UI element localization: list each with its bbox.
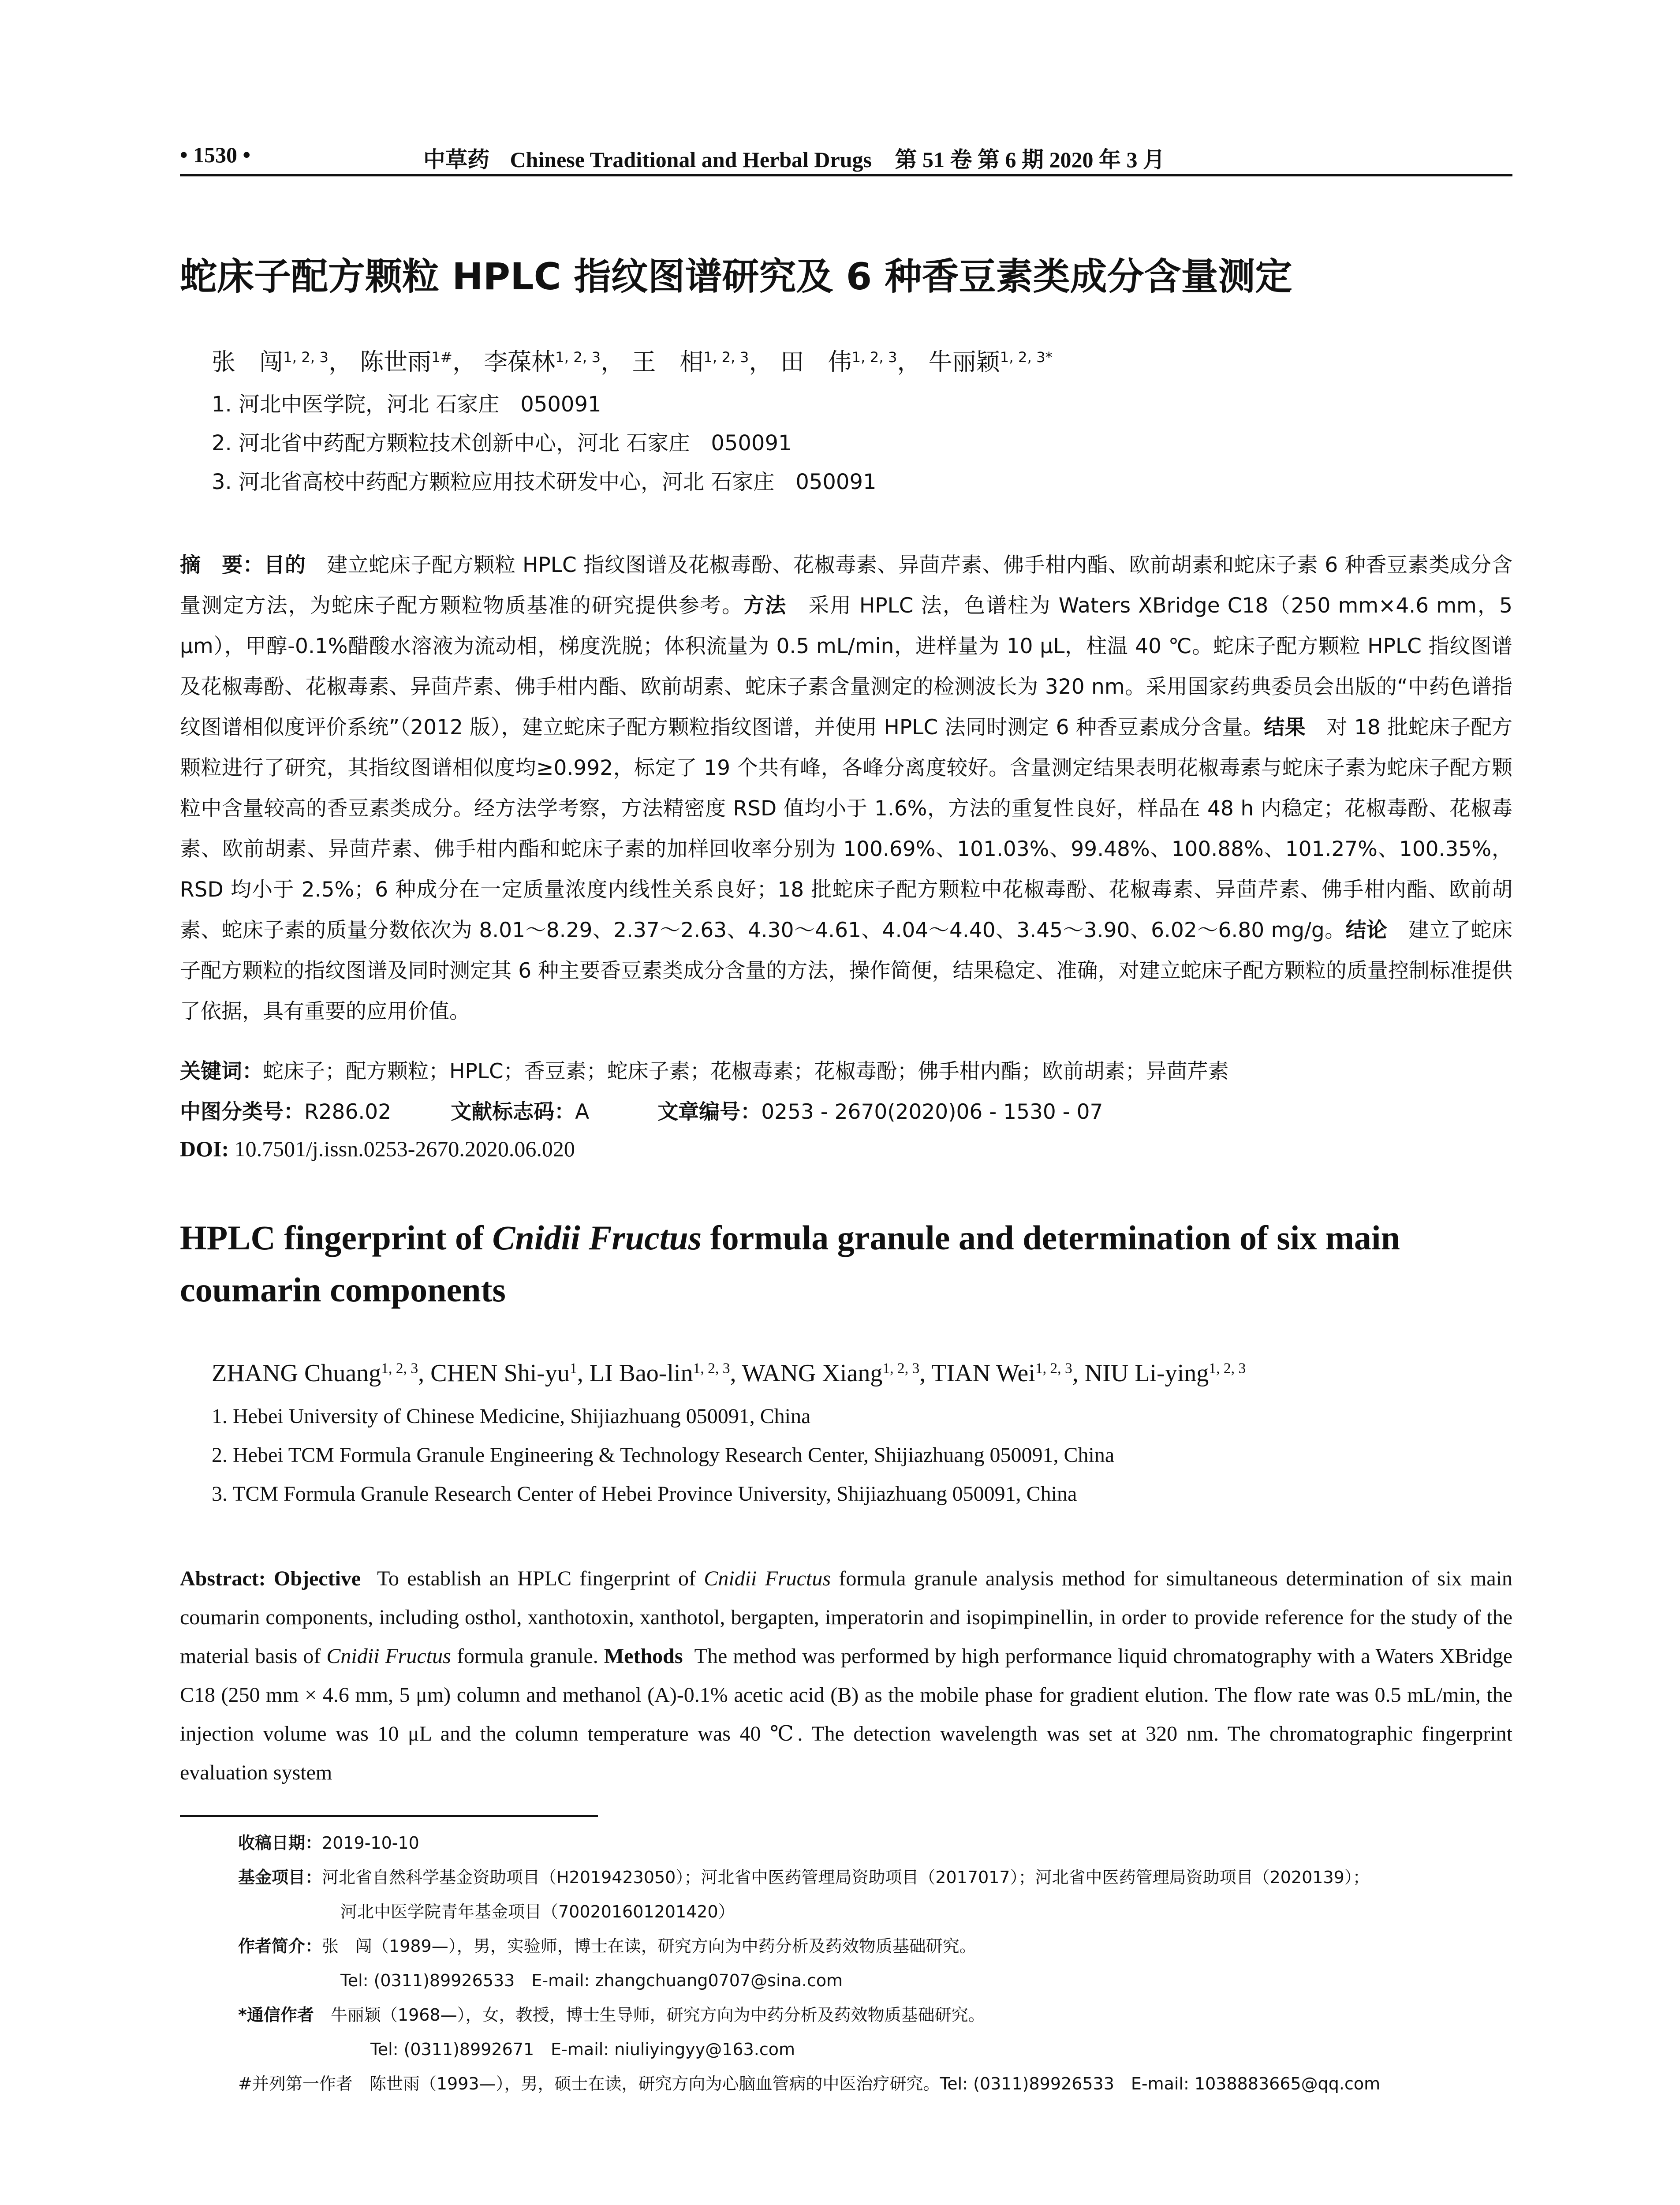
author-affiliation-mark: 1, 2, 3 bbox=[555, 349, 601, 366]
author-name: ZHANG Chuang bbox=[212, 1360, 381, 1387]
author-name: NIU Li-ying bbox=[1084, 1360, 1209, 1387]
chinese-author-list: 张 闯$^{1, 2, 3}$， 陈世雨$^{1\#}$， 李葆林$^{1, 2, 3}$， 王 相$^{1, 2, 3}$， 田 伟$^{1, 2, 3}$， 牛丽颖$^{1, 2, 3*}$ bbox=[212, 348, 1053, 376]
doi-label: DOI: bbox=[180, 1136, 229, 1161]
footnote-author-contact: Tel: (0311)89926533 E-mail: zhangchuang0707@sina.com bbox=[340, 1971, 843, 1990]
keywords-text: 蛇床子；配方颗粒；HPLC；香豆素；蛇床子素；花椒毒素；花椒毒酚；佛手柑内酯；欧前胡素；异茴芹素 bbox=[263, 1059, 1229, 1084]
classification-line bbox=[180, 1095, 1103, 1125]
conclusion-label: 结论 bbox=[1345, 918, 1388, 942]
author-affiliation-mark: 1 bbox=[569, 1360, 577, 1377]
affiliation: 3. TCM Formula Granule Research Center of Hebei Province University, Shijiazhuang 050091, China bbox=[212, 1482, 1077, 1506]
journal-name-cn: 中草药 bbox=[423, 147, 489, 172]
running-header bbox=[423, 142, 1165, 174]
author-name: WANG Xiang bbox=[742, 1360, 883, 1387]
author-name: 牛丽颖 bbox=[928, 348, 1000, 376]
page-number: • 1530 • bbox=[180, 142, 251, 167]
chinese-title: 蛇床子配方颗粒 HPLC 指纹图谱研究及 6 种香豆素类成分含量测定 bbox=[180, 255, 1292, 298]
doc-code-value: A bbox=[575, 1100, 590, 1124]
objective-label: 目的 bbox=[264, 553, 306, 577]
author-name: 陈世雨 bbox=[360, 348, 432, 376]
received-label: 收稿日期： bbox=[238, 1833, 322, 1853]
journal-issue: 第 51 卷 第 6 期 2020 年 3 月 bbox=[895, 147, 1165, 172]
footnote-received bbox=[238, 1826, 1512, 1860]
footnote-fund-cont: 河北中医学院青年基金项目（700201601201420） bbox=[340, 1902, 735, 1921]
affiliation: 3. 河北省高校中药配方颗粒应用技术研发中心，河北 石家庄 050091 bbox=[212, 470, 877, 494]
english-title-suffix: formula granule and determination of six main coumarin components bbox=[180, 1218, 1400, 1309]
affiliation: 1. 河北中医学院，河北 石家庄 050091 bbox=[212, 392, 601, 417]
methods-label: 方法 bbox=[743, 594, 787, 618]
author-affiliation-mark: 1, 2, 3 bbox=[703, 349, 749, 366]
journal-name-en: Chinese Traditional and Herbal Drugs bbox=[510, 147, 872, 172]
clc-value: R286.02 bbox=[304, 1100, 392, 1124]
english-author-list: ZHANG Chuang$^{1, 2, 3}$, CHEN Shi-$yu^1$, LI Bao-lin$^{1, 2, 3}$, WANG Xiang$^{1, 2, 3}$, TIAN Wei$^{1, 2, 3}$, NIU Li-ying$^{1, 2, 3}$ bbox=[212, 1360, 1246, 1387]
results-text: 对 18 批蛇床子配方颗粒进行了研究，其指纹图谱相似度均≥0.992，标定了 19 个共有峰，各峰分离度较好。含量测定结果表明花椒毒素与蛇床子素为蛇床子配方颗粒中含量较高的香豆素类成分。经方法学考察，方法精密度 RSD 值均小于 1.6%，方法的重复性良好，样品在 48 h 内稳定；花椒毒酚、花椒毒素、欧前胡素、异茴芹素、佛手柑内酯和蛇床子素的加样回收率分别为 100.69%、101.03%、99.48%、100.88%、101.27%、100.35%，RSD 均小于 2.5%；6 种成分在一定质量浓度内线性关系良好；18 批蛇床子配方颗粒中花椒毒酚、花椒毒素、异茴芹素、佛手柑内酯、欧前胡素、蛇床子素的质量分数依次为 8.01～8.29、2.37～2.63、4.30～4.61、4.04～4.40、3.45～3.90、6.02～6.80 mg/g。 bbox=[180, 715, 1513, 942]
fund-label: 基金项目： bbox=[238, 1868, 322, 1887]
species-name: Cnidii Fructus bbox=[704, 1567, 831, 1590]
author-affiliation-mark: 1, 2, 3 bbox=[381, 1360, 418, 1377]
author-name: LI Bao-lin bbox=[589, 1360, 693, 1387]
doc-code-label: 文献标志码： bbox=[451, 1100, 575, 1124]
methods-text: The method was performed by high performance liquid chromatography with a Waters XBridge C18 (250 mm × 4.6 mm, 5 μm) column and methanol (A)-0.1% acetic acid (B) as the mobile phase for gradient elution. The flow rate was 0.5 mL/min, the injection volume was 10 μL and the column temperature was 40 ℃. The detection wavelength was set at 320 nm. The chromatographic fingerprint evaluation system bbox=[180, 1644, 1513, 1784]
species-name: Cnidii Fructus bbox=[326, 1644, 451, 1668]
results-label: 结果 bbox=[1264, 715, 1306, 740]
methods-label: Methods bbox=[604, 1644, 683, 1668]
keywords-label: 关键词： bbox=[180, 1059, 263, 1084]
keywords-line bbox=[180, 1055, 1229, 1084]
header-rule bbox=[180, 174, 1512, 176]
corresponding-label: *通信作者 bbox=[238, 2005, 314, 2025]
abstract-label: Abstract: bbox=[180, 1567, 266, 1590]
objective-text: To establish an HPLC fingerprint of bbox=[377, 1567, 704, 1590]
affiliation: 1. Hebei University of Chinese Medicine, Shijiazhuang 050091, China bbox=[212, 1405, 811, 1428]
author-affiliation-mark: 1# bbox=[431, 349, 452, 366]
fund-text: 河北省自然科学基金资助项目（H2019423050）；河北省中医药管理局资助项目（2017017）；河北省中医药管理局资助项目（2020139）； bbox=[322, 1868, 1370, 1887]
chinese-abstract bbox=[180, 545, 1512, 1032]
author-name: 王 相 bbox=[632, 348, 704, 376]
received-date: 2019-10-10 bbox=[322, 1833, 419, 1853]
english-abstract bbox=[180, 1559, 1512, 1792]
footnote-author bbox=[238, 1929, 1512, 1963]
author-bio-label: 作者简介： bbox=[238, 1936, 322, 1956]
author-affiliation-mark: 1, 2, 3* bbox=[1000, 349, 1053, 366]
doi-value: 10.7501/j.issn.0253-2670.2020.06.020 bbox=[234, 1136, 575, 1161]
author-name: 田 伟 bbox=[780, 348, 852, 376]
author-name: TIAN Wei bbox=[931, 1360, 1035, 1387]
clc-label: 中图分类号： bbox=[180, 1100, 304, 1124]
footnote-corresponding-contact: Tel: (0311)8992671 E-mail: niuliyingyy@163.com bbox=[370, 2040, 795, 2059]
article-no-label: 文章编号： bbox=[657, 1100, 762, 1124]
author-affiliation-mark: 1, 2, 3 bbox=[882, 1360, 920, 1377]
author-affiliation-mark: 1, 2, 3 bbox=[1035, 1360, 1072, 1377]
author-affiliation-mark: 1, 2, 3 bbox=[283, 349, 329, 366]
objective-text: formula granule analysis method for simultaneous determination of six main coumarin components, including osthol, xanthotoxin, xanthotol, bergapten, imperatorin and isopimpinellin, in order to provide reference for the study of the material basis of bbox=[180, 1567, 1513, 1668]
author-affiliation-mark: 1, 2, 3 bbox=[693, 1360, 730, 1377]
objective-label: Objective bbox=[273, 1567, 361, 1590]
author-bio-text: 张 闯（1989—），男，实验师，博士在读，研究方向为中药分析及药效物质基础研究。 bbox=[322, 1936, 976, 1956]
affiliation: 2. Hebei TCM Formula Granule Engineering & Technology Research Center, Shijiazhuang 050091, China bbox=[212, 1443, 1115, 1467]
author-name: CHEN Shi-yu bbox=[430, 1360, 570, 1387]
english-title bbox=[180, 1212, 1512, 1316]
english-title-species: Cnidii Fructus bbox=[492, 1218, 702, 1257]
footnote-fund bbox=[238, 1860, 1512, 1895]
abstract-label: 摘 要： bbox=[180, 553, 264, 577]
doi-line bbox=[180, 1136, 575, 1162]
corresponding-text: 牛丽颖（1968—），女，教授，博士生导师，研究方向为中药分析及药效物质基础研究。 bbox=[330, 2005, 985, 2025]
footnote-rule bbox=[180, 1815, 598, 1817]
author-name: 张 闯 bbox=[212, 348, 283, 376]
objective-text: formula granule. bbox=[451, 1644, 598, 1668]
author-affiliation-mark: 1, 2, 3 bbox=[1209, 1360, 1246, 1377]
affiliation: 2. 河北省中药配方颗粒技术创新中心，河北 石家庄 050091 bbox=[212, 431, 792, 456]
footnote-corresponding bbox=[238, 1998, 1512, 2032]
footnote-cofirst: #并列第一作者 陈世雨（1993—），男，硕士在读，研究方向为心脑血管病的中医治疗研究。Tel: (0311)89926533 E-mail: 1038883665@qq.com bbox=[238, 2074, 1381, 2093]
article-no-value: 0253 - 2670(2020)06 - 1530 - 07 bbox=[761, 1100, 1103, 1124]
author-name: 李葆林 bbox=[484, 348, 556, 376]
author-affiliation-mark: 1, 2, 3 bbox=[851, 349, 897, 366]
methods-text: 采用 HPLC 法，色谱柱为 Waters XBridge C18（250 mm×4.6 mm，5 μm），甲醇-0.1%醋酸水溶液为流动相，梯度洗脱；体积流量为 0.5 mL/min，进样量为 10 μL，柱温 40 ℃。蛇床子配方颗粒 HPLC 指纹图谱及花椒毒酚、花椒毒素、异茴芹素、佛手柑内酯、欧前胡素、蛇床子素含量测定的检测波长为 320 nm。采用国家药典委员会出版的“中药色谱指纹图谱相似度评价系统”（2012 版），建立蛇床子配方颗粒指纹图谱，并使用 HPLC 法同时测定 6 种香豆素成分含量。 bbox=[180, 594, 1513, 740]
objective-text: 建立蛇床子配方颗粒 HPLC 指纹图谱及花椒毒酚、花椒毒素、异茴芹素、佛手柑内酯、欧前胡素和蛇床子素 6 种香豆素类成分含量测定方法，为蛇床子配方颗粒物质基准的研究提供参考。 bbox=[180, 553, 1513, 618]
english-title-prefix: HPLC fingerprint of bbox=[180, 1218, 493, 1257]
conclusion-text: 建立了蛇床子配方颗粒的指纹图谱及同时测定其 6 种主要香豆素类成分含量的方法，操作简便，结果稳定、准确，对建立蛇床子配方颗粒的质量控制标准提供了依据，具有重要的应用价值。 bbox=[180, 918, 1513, 1024]
